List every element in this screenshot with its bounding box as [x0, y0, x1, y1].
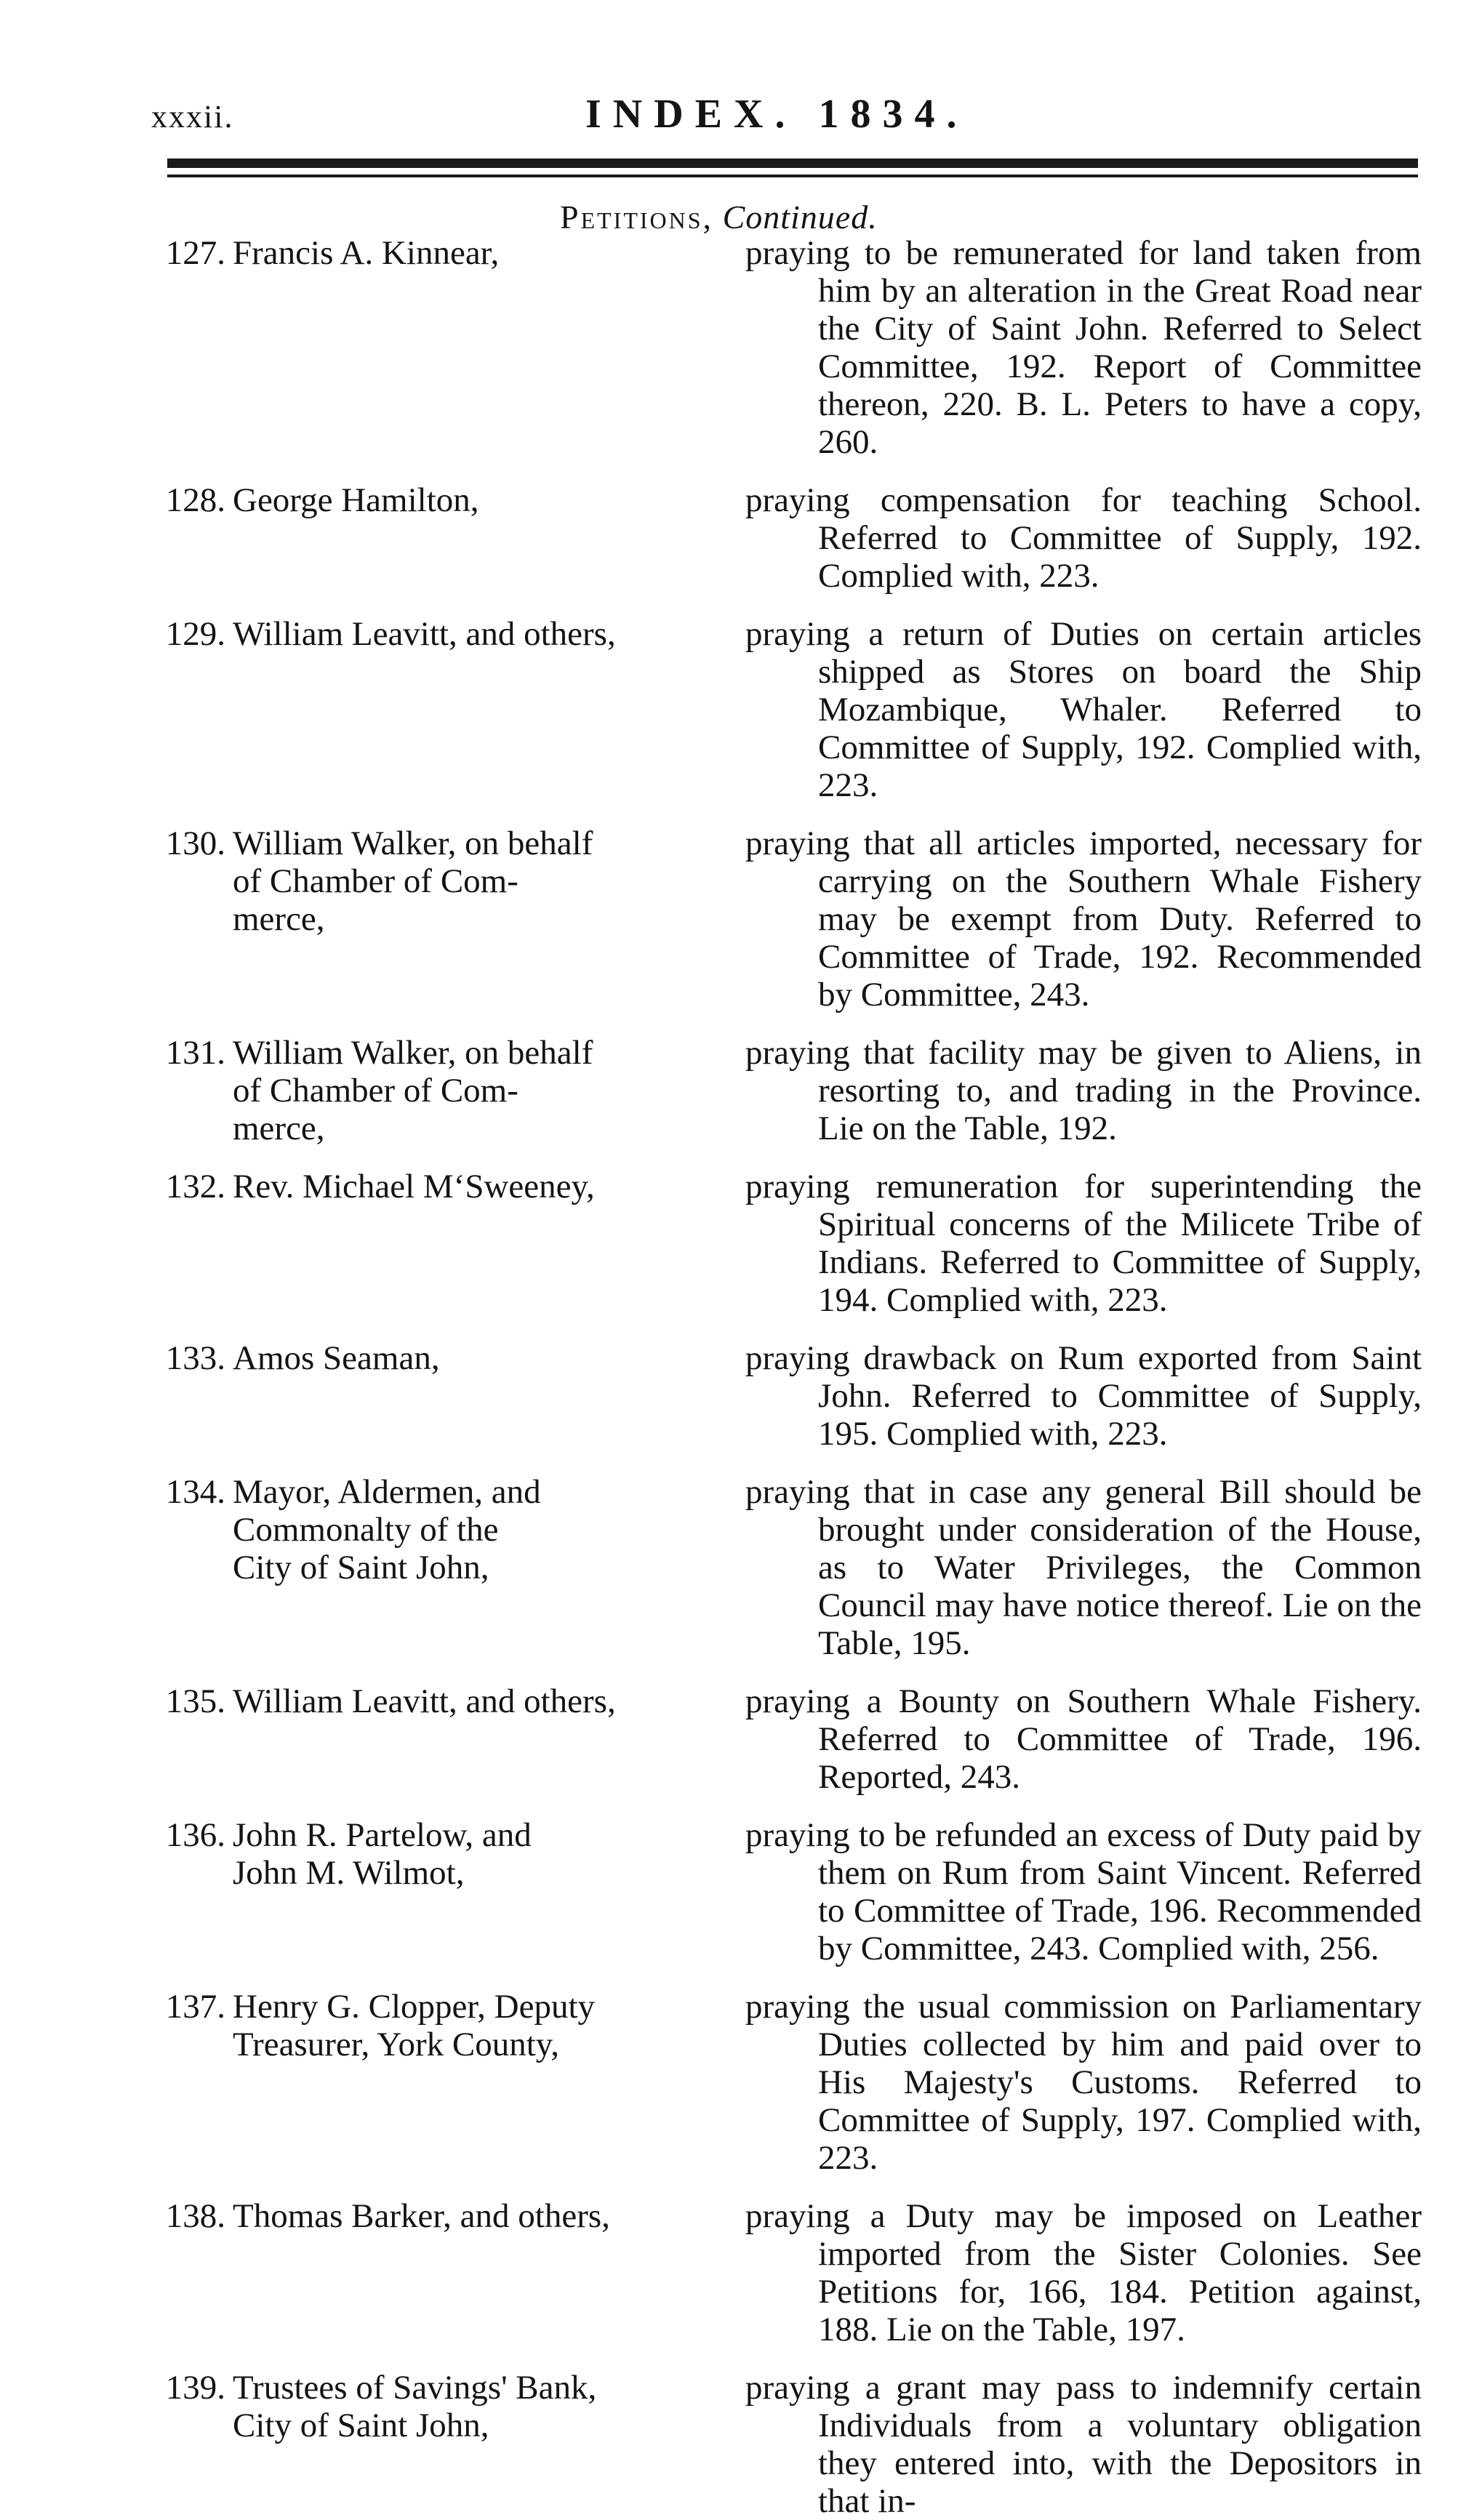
entry-description: praying that facility may be given to Aliens, in resorting to, and trading in the Province. Lie on the Table, 192. — [745, 1034, 1422, 1147]
index-entry — [0, 1473, 1474, 1662]
entry-number: 138. — [165, 2197, 225, 2235]
index-entry — [0, 1339, 1474, 1453]
entry-description: praying to be remunerated for land taken from him by an alteration in the Great Road near the City of Saint John. Referred to Select Committee, 192. Report of Committee thereon, 220. B. L. Peters to have a copy, 260. — [745, 234, 1422, 461]
entry-description: praying compensation for teaching School. Referred to Committee of Supply, 192. Complied with, 223. — [745, 481, 1422, 595]
entry-description: praying that all articles imported, necessary for carrying on the Southern Whale Fishery may be exempt from Duty. Referred to Committee of Trade, 192. Recommended by Committee, 243. — [745, 824, 1422, 1014]
entry-number: 127. — [165, 234, 225, 272]
entry-petitioner: George Hamilton, — [233, 481, 479, 519]
entry-description: praying a Bounty on Southern Whale Fishery. Referred to Committee of Trade, 196. Reported, 243. — [745, 1682, 1422, 1796]
entry-petitioner: Mayor, Aldermen, and Commonalty of the City of Saint John, — [233, 1473, 541, 1586]
header-rule-thin — [167, 174, 1418, 177]
section-continued: Continued. — [722, 198, 878, 236]
entry-description: praying to be refunded an excess of Duty paid by them on Rum from Saint Vincent. Referred to Committee of Trade, 196. Recommended by Committee, 243. Complied with, 256. — [745, 1816, 1422, 1967]
entry-number: 128. — [165, 481, 225, 519]
entry-petitioner: William Walker, on behalf of Chamber of Com- merce, — [233, 824, 593, 938]
index-entry — [0, 1682, 1474, 1796]
header-rule-thick — [167, 158, 1418, 168]
index-entry — [0, 1988, 1474, 2177]
index-entry — [0, 234, 1474, 461]
index-entry — [0, 1816, 1474, 1967]
entry-description: praying that in case any general Bill should be brought under consideration of the House, as to Water Privileges, the Common Council may have notice thereof. Lie on the Table, 195. — [745, 1473, 1422, 1662]
entry-petitioner: John R. Partelow, and John M. Wilmot, — [233, 1816, 532, 1892]
entry-number: 131. — [165, 1034, 225, 1072]
section-name: Petitions, — [560, 198, 714, 236]
entry-petitioner: Henry G. Clopper, Deputy Treasurer, York County, — [233, 1988, 596, 2063]
index-entry — [0, 615, 1474, 804]
entry-description: praying remuneration for superintending the Spiritual concerns of the Milicete Tribe of Indians. Referred to Committee of Supply, 194. Complied with, 223. — [745, 1168, 1422, 1319]
entry-description: praying a return of Duties on certain articles shipped as Stores on board the Ship Mozambique, Whaler. Referred to Committee of Supply, 192. Complied with, 223. — [745, 615, 1422, 804]
index-entry — [0, 1034, 1474, 1147]
entry-petitioner: Amos Seaman, — [233, 1339, 440, 1377]
index-entry — [0, 2369, 1474, 2520]
index-entry — [0, 2197, 1474, 2348]
entry-number: 134. — [165, 1473, 225, 1511]
entry-number: 139. — [165, 2369, 225, 2407]
entry-number: 129. — [165, 615, 225, 653]
entry-number: 137. — [165, 1988, 225, 2026]
index-entry — [0, 824, 1474, 1014]
entry-petitioner: Francis A. Kinnear, — [233, 234, 500, 272]
entry-petitioner: Thomas Barker, and others, — [233, 2197, 610, 2235]
entry-number: 133. — [165, 1339, 225, 1377]
entry-number: 136. — [165, 1816, 225, 1854]
entry-number: 132. — [165, 1168, 225, 1205]
entry-list — [0, 234, 1474, 2520]
page-number: xxxii. — [151, 99, 234, 135]
entry-petitioner: William Leavitt, and others, — [233, 1682, 616, 1720]
index-entry — [0, 1168, 1474, 1319]
entry-number: 130. — [165, 824, 225, 862]
entry-description: praying a grant may pass to indemnify certain Individuals from a voluntary obligation they entered into, with the Depositors in that in- — [745, 2369, 1422, 2520]
index-entry — [0, 481, 1474, 595]
entry-description: praying the usual commission on Parliamentary Duties collected by him and paid over to His Majesty's Customs. Referred to Committee of Supply, 197. Complied with, 223. — [745, 1988, 1422, 2177]
entry-number: 135. — [165, 1682, 225, 1720]
entry-petitioner: Trustees of Savings' Bank, City of Saint John, — [233, 2369, 597, 2444]
entry-petitioner: William Walker, on behalf of Chamber of Com- merce, — [233, 1034, 593, 1147]
entry-description: praying a Duty may be imposed on Leather imported from the Sister Colonies. See Petitions for, 166, 184. Petition against, 188. Lie on the Table, 197. — [745, 2197, 1422, 2348]
entry-description: praying drawback on Rum exported from Saint John. Referred to Committee of Supply, 195. Complied with, 223. — [745, 1339, 1422, 1453]
section-heading — [560, 198, 878, 236]
page-header — [0, 69, 1474, 156]
entry-petitioner: William Leavitt, and others, — [233, 615, 616, 653]
running-title: INDEX. 1834. — [585, 92, 969, 137]
entry-petitioner: Rev. Michael M‘Sweeney, — [233, 1168, 595, 1205]
